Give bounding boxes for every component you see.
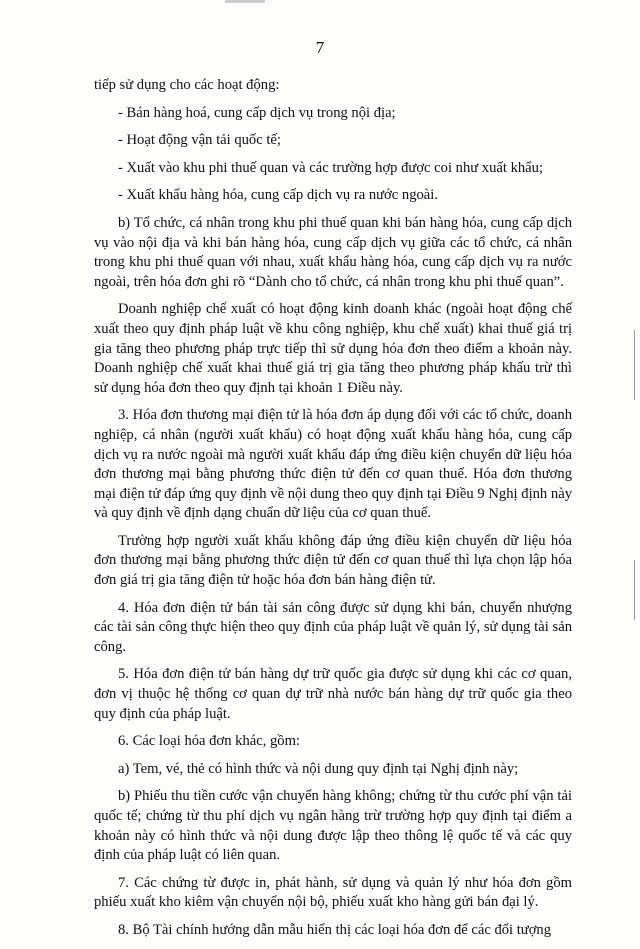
paragraph-clause-6: 6. Các loại hóa đơn khác, gồm:: [118, 733, 300, 750]
paragraph-point-b: b) Tổ chức, cá nhân trong khu phi thuế quan khi bán hàng hóa, cung cấp dịch vụ vào nội địa và khi bán hàng hóa, cung cấp dịch vụ giữa các tổ chức, cá nhân trong khu phi thuế quan với nhau, xuất khẩu hàng hóa, cung cấp dịch vụ ra nước ngoài, trên hóa đơn ghi rõ “Dành cho tổ chức, cá nhân trong khu phi thuế quan”.: [94, 214, 572, 290]
list-item-non-tariff-zone: - Xuất vào khu phi thuế quan và các trường hợp được coi như xuất khẩu;: [118, 159, 543, 176]
paragraph-clause-8: 8. Bộ Tài chính hướng dẫn mẫu hiển thị các loại hóa đơn để các đối tượng: [118, 921, 552, 938]
paragraph-clause-5: 5. Hóa đơn điện tử bán hàng dự trữ quốc gia được sử dụng khi các cơ quan, đơn vị thuộc hệ thống cơ quan dự trữ nhà nước bán hàng dự trữ quốc gia theo quy định của pháp luật.: [94, 666, 572, 722]
list-item-international-transport: - Hoạt động vận tải quốc tế;: [118, 132, 281, 149]
scan-smudge: [225, 0, 265, 3]
paragraph-export-processing: Doanh nghiệp chế xuất có hoạt động kinh doanh khác (ngoài hoạt động chế xuất theo quy định pháp luật về khu công nghiệp, khu chế xuất) khai thuế giá trị gia tăng theo phương pháp trực tiếp thì sử dụng hóa đơn theo điểm a khoản này. Doanh nghiệp chế xuất khai thuế giá trị gia tăng theo phương pháp khấu trừ thì sử dụng hóa đơn theo quy định tại khoản 1 Điều này.: [94, 301, 572, 396]
scan-edge-line: [634, 330, 635, 400]
scan-edge-line: [634, 560, 635, 620]
list-item-export: - Xuất khẩu hàng hóa, cung cấp dịch vụ ra nước ngoài.: [118, 187, 438, 204]
paragraph-continuation: tiếp sử dụng cho các hoạt động:: [94, 77, 280, 93]
paragraph-clause-6a: a) Tem, vé, thẻ có hình thức và nội dung quy định tại Nghị định này;: [118, 760, 519, 777]
paragraph-clause-4: 4. Hóa đơn điện tử bán tài sản công được sử dụng khi bán, chuyển nhượng các tài sản công thực hiện theo quy định của pháp luật về quản lý, sử dụng tài sản công.: [94, 599, 572, 655]
paragraph-clause-3-exception: Trường hợp người xuất khẩu không đáp ứng điều kiện chuyển dữ liệu hóa đơn thương mại bằng phương thức điện tử đến cơ quan thuế thì lựa chọn lập hóa đơn giá trị gia tăng điện tử hoặc hóa đơn bán hàng điện tử.: [94, 532, 572, 589]
page-number: 7: [315, 38, 325, 57]
document-body: [94, 76, 572, 949]
paragraph-clause-3: 3. Hóa đơn thương mại điện tử là hóa đơn áp dụng đối với các tổ chức, doanh nghiệp, cá nhân (người xuất khẩu) có hoạt động xuất khẩu hàng hóa, cung cấp dịch vụ ra nước ngoài mà người xuất khẩu đáp ứng điều kiện chuyển dữ liệu hóa đơn thương mại bằng phương thức điện tử đến cơ quan thuế. Hóa đơn thương mại điện tử đáp ứng quy định về nội dung theo quy định tại Điều 9 Nghị định này và quy định về định dạng chuẩn dữ liệu của cơ quan thuế.: [94, 407, 572, 522]
paragraph-clause-7: 7. Các chứng từ được in, phát hành, sử dụng và quản lý như hóa đơn gồm phiếu xuất kho kiêm vận chuyển nội bộ, phiếu xuất kho hàng gửi bán đại lý.: [94, 874, 572, 911]
paragraph-clause-6b: b) Phiếu thu tiền cước vận chuyển hàng không; chứng từ thu cước phí vận tải quốc tế; chứng từ thu phí dịch vụ ngân hàng trừ trường hợp quy định tại điểm a khoản này có hình thức và nội dung được lập theo thông lệ quốc tế và các quy định của pháp luật có liên quan.: [94, 788, 572, 864]
list-item-domestic-sales: - Bán hàng hoá, cung cấp dịch vụ trong nội địa;: [118, 104, 396, 121]
